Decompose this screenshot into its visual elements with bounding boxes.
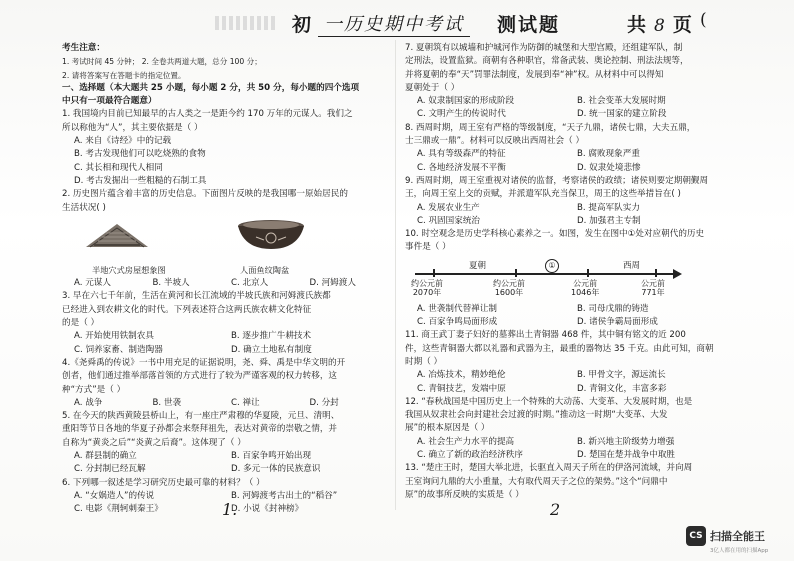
question-4: 4.《尧舜禹的传说》一书中用充足的证据说明，尧、舜、禹是中华文明的开 [62, 357, 346, 368]
option[interactable]: B. 新兴地主阶级势力增强 [577, 436, 675, 447]
title-handwritten: 一历史期中考试 [318, 10, 470, 37]
option[interactable]: A. “女娲造人”的传说 [74, 490, 155, 501]
option-row [62, 277, 388, 290]
timeline-year-value: 1046年 [571, 287, 600, 297]
question-7-cont: 并将夏朝的奉“天”罚罪法制度，发展到奉“神”权。从材料中可以得知 [405, 69, 664, 80]
option[interactable]: A. 元谋人 [74, 278, 111, 289]
timeline-axis [415, 273, 675, 275]
page-count-prefix: 共 [627, 14, 649, 36]
option[interactable]: C. 分封制已经瓦解 [74, 464, 146, 475]
question-5-cont: 重阳等节日各地的华夏子孙都会来祭拜祖先，表达对黄帝的崇敬之情，并 [62, 424, 338, 435]
timeline-year-value: 2070年 [412, 287, 442, 297]
option[interactable]: B. 甲骨文字，源远流长 [577, 370, 666, 381]
timeline-year-prefix: 公元前 [573, 278, 598, 288]
question-2: 2. 历史图片蕴含着丰富的历史信息。下面图片反映的是我国哪一原始居民的 [62, 189, 348, 200]
option[interactable]: B. 提高军队实力 [577, 202, 640, 213]
question-2-images [62, 217, 388, 263]
page-count-number: 8 [654, 16, 667, 36]
option[interactable]: B. 半坡人 [152, 278, 190, 289]
option-row [62, 450, 388, 463]
option-row [405, 108, 737, 121]
timeline-year-prefix: 约公元前 [493, 278, 525, 288]
option[interactable]: C. 巩固国家统治 [417, 215, 481, 226]
option[interactable]: D. 分封 [309, 397, 339, 408]
notice-line: 1. 考试时间 45 分钟； 2. 全卷共两道大题，总分 100 分； [62, 57, 262, 67]
option[interactable]: A. 具有等级森严的特征 [417, 149, 506, 160]
option-row [405, 148, 737, 161]
timeline-year-value: 771年 [641, 287, 665, 297]
question-13-cont: 原”的故事所反映的实质是（ ） [405, 489, 524, 500]
left-column [62, 42, 388, 517]
timeline-year [641, 279, 665, 297]
option[interactable]: A. 奴隶制国家的形成阶段 [417, 96, 515, 107]
option-row [405, 449, 737, 462]
timeline-year [571, 279, 599, 297]
scanner-watermark [686, 526, 765, 546]
timeline-tick [515, 269, 517, 277]
title-grade: 初 [292, 14, 314, 36]
question-11: 11. 商王武丁妻子妇好的墓葬出土青铜器 468 件，其中铜有铭文的近 200 [405, 330, 686, 341]
fold-line [395, 40, 396, 510]
option[interactable]: C. 各地经济发展不平衡 [417, 162, 506, 173]
option[interactable]: A. 战争 [74, 397, 103, 408]
question-12-cont: 我国从奴隶社会向封建社会过渡的时期。”推动这一时期“大变革、大发 [405, 410, 668, 421]
option-row [405, 95, 737, 108]
question-5-cont: 自称为“黄炎之后”“炎黄之后裔”。这体现了（ ） [62, 437, 246, 448]
option[interactable]: B. 社会变革大发展时期 [577, 96, 666, 107]
page-count-suffix: 页 [672, 14, 694, 36]
watermark-subtitle: 3亿人都在用的扫描App [710, 548, 769, 554]
watermark-app-name: 扫描全能王 [710, 530, 765, 543]
option[interactable]: D. 诸侯争霸局面形成 [577, 317, 658, 328]
timeline-label-xia: 夏朝 [469, 260, 487, 271]
timeline-year-prefix: 约公元前 [411, 278, 443, 288]
title-main: 测试题 [497, 14, 561, 36]
option[interactable]: C. 电影《荆轲刺秦王》 [74, 504, 163, 515]
timeline-tick [587, 269, 589, 277]
option-row [62, 344, 388, 357]
corner-mark: ( [700, 10, 707, 30]
option[interactable]: B. 河姆渡考古出土的“稻谷” [231, 490, 338, 501]
option[interactable]: D. 多元一体的民族意识 [231, 464, 321, 475]
question-11-cont: 时期（ ） [405, 356, 443, 367]
option-row [405, 162, 737, 175]
option[interactable]: C. 饲养家畜、制造陶器 [74, 344, 163, 355]
question-8-cont: 士三鼎或一鼎”。材料可以反映出西周社会（ ） [405, 136, 585, 147]
caption-bowl: 人面鱼纹陶盆 [240, 264, 290, 275]
option[interactable]: D. 考古发掘出一些粗糙的石制工具 [74, 175, 207, 186]
question-8: 8. 西周时期，周王室有严格的等级制度，“天子九鼎，诸侯七鼎，大夫五鼎， [405, 122, 696, 133]
question-5: 5. 在今天的陕西黄陵县桥山上，有一座庄严肃穆的华夏陵，元旦、清明、 [62, 411, 340, 422]
timeline-tick [655, 269, 657, 277]
header-smudge [215, 16, 275, 30]
question-9-cont: 王，向周王室上交的贡赋，并派遣军队充当保卫，周王的这些举措旨在( ) [405, 189, 681, 200]
option[interactable]: D. 统一国家的建立阶段 [577, 109, 667, 120]
option[interactable]: B. 腐败现象严重 [577, 149, 640, 160]
option[interactable]: B. 百家争鸣开始出现 [231, 451, 312, 462]
option-row [405, 303, 737, 316]
notice-title: 考生注意： [62, 43, 105, 53]
section-title: 中只有一项最符合题意） [62, 96, 157, 107]
question-12-cont: 展”的根本原因是（ ） [405, 423, 490, 434]
page-number-right: 2 [550, 500, 561, 519]
question-1-cont: 所以称他为“人”，其主要依据是（ ） [62, 122, 203, 133]
question-3-cont: 已经进入到农耕文化的时代。下列表述符合这两氏族农耕文化特征 [62, 304, 312, 315]
question-4-cont: 种“方式”是（ ） [62, 384, 126, 395]
option-row [62, 397, 388, 410]
timeline-label-xizhou: 西周 [623, 260, 641, 271]
question-10: 10. 时空观念是历史学科核心素养之一。如图，发生在图中①处对应朝代的历史 [405, 229, 705, 240]
option-row [405, 215, 737, 228]
timeline-year-prefix: 公元前 [641, 278, 665, 288]
option[interactable]: A. 世袭制代替禅让制 [417, 303, 497, 314]
question-2-captions [62, 264, 388, 277]
option[interactable]: A. 群县制的确立 [74, 451, 137, 462]
option[interactable]: B. 逐步推广牛耕技术 [231, 331, 312, 342]
question-2-cont: 生活状况( ) [62, 202, 106, 213]
option[interactable]: D. 小说《封神榜》 [231, 504, 304, 515]
option[interactable]: C. 确立了新的政治经济秩序 [417, 450, 523, 461]
question-11-cont: 件，这些青铜器大都以礼器和武器为主，最重的器物达 35 千克。由此可知，商朝 [405, 343, 714, 354]
option-row [405, 369, 737, 382]
option[interactable]: A. 来自《诗经》中的记载 [74, 136, 172, 147]
section-title: 一、选择题（本大题共 25 小题，每小题 2 分，共 50 分，每小题的四个选项 [62, 82, 360, 93]
camscanner-icon: CS [686, 526, 706, 546]
question-13: 13. “楚庄王时，楚国大举北进，长驱直入周天子所在的伊洛河流域，并向周 [405, 463, 693, 474]
timeline-arrow [673, 269, 682, 279]
option-row [405, 436, 737, 449]
right-column [405, 42, 737, 502]
option[interactable]: A. 开始使用铁制农具 [74, 331, 154, 342]
question-9: 9. 西周时期，周王室重视对诸侯的监督，考察诸侯的政绩；诸侯则要定期朝觐周 [405, 175, 709, 186]
option[interactable]: D. 河姆渡人 [309, 278, 356, 289]
question-13-cont: 王室询问九鼎的大小重量，大有取代周天子之位的架势。”这个“问鼎中 [405, 476, 668, 487]
option-row [405, 316, 737, 329]
timeline-year [411, 279, 443, 297]
timeline-year [493, 279, 525, 297]
option-row [405, 383, 737, 396]
question-1: 1. 我国境内目前已知最早的古人类之一是距今约 170 万年的元谋人。我们之 [62, 109, 353, 120]
option-row [62, 330, 388, 343]
page-number-left: 1. [222, 500, 238, 519]
option[interactable]: C. 百家争鸣局面形成 [417, 317, 498, 328]
option[interactable]: D. 楚国在楚并战争中取胜 [577, 450, 676, 461]
timeline-marker-1: ① [545, 259, 559, 273]
semi-subterranean-house-image [84, 221, 150, 249]
timeline-year-value: 1600年 [494, 287, 524, 297]
notice-line: 2. 请将答案写在答题卡的指定位置。 [62, 70, 186, 80]
option[interactable]: C. 北京人 [231, 278, 269, 289]
option-row [405, 202, 737, 215]
page-count [627, 10, 694, 37]
option[interactable]: D. 确立土地私有制度 [231, 344, 312, 355]
option[interactable]: C. 文明产生的传说时代 [417, 109, 506, 120]
option[interactable]: C. 禅让 [231, 397, 260, 408]
question-12: 12. “春秋战国是中国历史上一个特殊的大动荡、大变革、大发展时期，也是 [405, 396, 693, 407]
exam-header [0, 4, 794, 40]
question-3-cont: 的是（ ） [62, 318, 100, 329]
timeline-tick [433, 269, 435, 277]
caption-house: 半地穴式房屋想象图 [92, 264, 166, 275]
option[interactable]: D. 青铜文化，丰富多彩 [577, 383, 667, 394]
option[interactable]: A. 冶炼技术，精妙绝伦 [417, 370, 506, 381]
option[interactable]: D. 奴隶处境悲惨 [577, 162, 641, 173]
question-10-cont: 事件是（ ） [405, 242, 451, 253]
question-7: 7. 夏朝筑有以城墙和护城河作为防御的城堡和大型宫殿，还组建军队，制 [405, 43, 683, 53]
question-4-cont: 创者，他们通过推举部落首领的方式进行了较为严谨客观的权力转移，这 [62, 371, 338, 382]
dynasty-timeline [405, 257, 737, 301]
fish-pattern-bowl-image [236, 219, 306, 251]
option[interactable]: A. 社会生产力水平的提高 [417, 436, 515, 447]
question-6: 6. 下列哪一叙述是学习研究历史最可靠的材料？（ ） [62, 477, 265, 488]
option[interactable]: C. 青铜技艺，发端中原 [417, 383, 506, 394]
option[interactable]: B. 司母戊鼎的铸造 [577, 303, 649, 314]
question-3: 3. 早在六七千年前，生活在黄河和长江流域的半坡氏族和河姆渡氏族都 [62, 291, 331, 302]
question-7-cont: 夏朝处于（ ） [405, 82, 460, 93]
option[interactable]: C. 其长相和现代人相同 [74, 162, 163, 173]
option-row [62, 463, 388, 476]
option[interactable]: D. 加强君主专制 [577, 215, 641, 226]
option[interactable]: A. 发展农业生产 [417, 202, 480, 213]
option[interactable]: B. 世袭 [152, 397, 182, 408]
question-7-cont: 定刑法，设置监狱。商朝有各种职官，常备武装、奥论控制、刑法法规等， [405, 56, 689, 67]
option[interactable]: B. 考古发现他们可以吃烧熟的食物 [74, 149, 206, 160]
